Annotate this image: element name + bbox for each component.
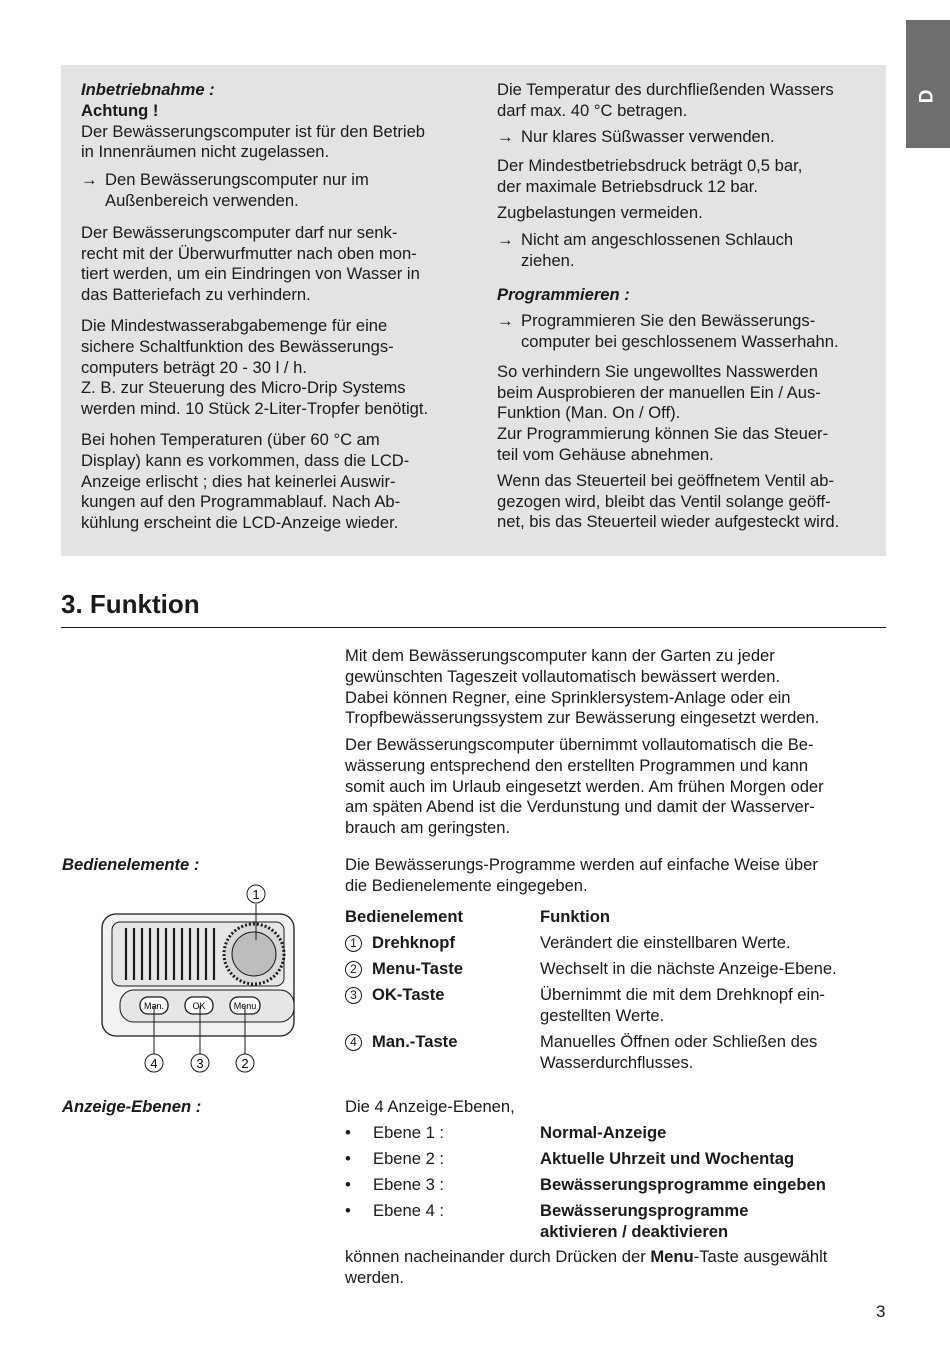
text-line: Mit dem Bewässerungscomputer kann der Garten zu jeder (345, 646, 775, 665)
row-number-badge: 4 (345, 1034, 362, 1051)
text-line: Wenn das Steuerteil bei geöffnetem Ventil ab- (497, 470, 835, 490)
closing-text-line2: werden. (345, 1267, 405, 1287)
level-description (540, 1149, 880, 1170)
notice-left-column (81, 80, 466, 534)
inbetriebnahme-heading: Inbetriebnahme : (81, 80, 215, 99)
text-line: Außenbereich verwenden. (105, 190, 299, 210)
level-description (540, 1175, 880, 1196)
text-line: brauch am geringsten. (345, 818, 511, 838)
text-line: Manuelles Öffnen oder Schließen des (540, 1032, 818, 1051)
menu-button-label: Menu (233, 1001, 257, 1011)
row-number-badge: 1 (345, 935, 362, 952)
section-title: 3. Funktion (61, 589, 200, 619)
text-line: gezogen wird, bleibt das Ventil solange geöff- (497, 491, 831, 511)
row-element-name: Man.-Taste (372, 1032, 458, 1051)
notice-right-column (497, 80, 877, 533)
text-line: recht mit der Überwurfmutter nach oben mon- (81, 243, 417, 263)
callout-4: 4 (150, 1056, 158, 1071)
text-line: Bewässerungsprogramme eingeben (540, 1175, 826, 1194)
text-line: Anzeige erlischt ; dies hat keinerlei Auswir- (81, 471, 396, 491)
text-line: Den Bewässerungscomputer nur im (105, 170, 369, 190)
text-line: Funktion (Man. On / Off). (497, 403, 681, 423)
text-line: in Innenräumen nicht zugelassen. (81, 142, 330, 162)
text-line: tiert werden, um ein Eindringen von Wasser in (81, 264, 420, 284)
level-name: Ebene 1 : (373, 1123, 445, 1142)
text-line: net, bis das Steuerteil wieder aufgesteckt wird. (497, 512, 840, 532)
level-description (540, 1123, 880, 1144)
closing-text (345, 1247, 880, 1289)
bullet: • (345, 1201, 351, 1220)
bedienelemente-label: Bedienelemente : (62, 855, 200, 874)
text-line: kungen auf den Programmablauf. Nach Ab- (81, 492, 401, 512)
right-p1 (497, 80, 877, 122)
row-element-name: Drehknopf (372, 933, 455, 952)
level-name: Ebene 2 : (373, 1149, 445, 1168)
text-line: Bei hohen Temperaturen (über 60 °C am (81, 429, 380, 449)
text-line: Nur klares Süßwasser verwenden. (521, 126, 775, 146)
anzeige-intro: Die 4 Anzeige-Ebenen, (345, 1097, 515, 1116)
text-line: Wechselt in die nächste Anzeige-Ebene. (540, 959, 837, 978)
table-row-element (345, 933, 455, 954)
ok-button-label: OK (192, 1001, 206, 1011)
text-line: darf max. 40 °C betragen. (497, 100, 688, 120)
achtung-label: Achtung ! (81, 100, 159, 120)
text-line: werden mind. 10 Stück 2-Liter-Tropfer benötigt. (81, 399, 429, 419)
right-arrow-item-2 (497, 230, 877, 272)
text-line: Aktuelle Uhrzeit und Wochentag (540, 1149, 795, 1168)
table-row-element (345, 959, 463, 980)
intro-paragraph-2 (345, 735, 880, 839)
text-line: Z. B. zur Steuerung des Micro-Drip Systems (81, 378, 406, 398)
bullet: • (345, 1175, 351, 1194)
text-line: Nicht am angeschlossenen Schlauch (521, 229, 794, 249)
text-line: am späten Abend ist die Verdunstung und damit der Wasserver- (345, 797, 815, 817)
table-header-element: Bedienelement (345, 907, 464, 926)
table-row-function (540, 985, 880, 1027)
drehknopf-center (232, 932, 276, 976)
row-element-name: Menu-Taste (372, 959, 463, 978)
table-row-function (540, 959, 880, 980)
text-line: somit auch im Urlaub eingesetzt werden. Am frühen Morgen oder (345, 776, 824, 796)
row-number-badge: 2 (345, 961, 362, 978)
text-line: Bewässerungsprogramme (540, 1201, 749, 1220)
text-line: Zugbelastungen vermeiden. (497, 202, 703, 222)
text-line: wässerung entsprechend den erstellten Programmen und kann (345, 755, 809, 775)
closing-text-post: -Taste ausgewählt (693, 1247, 828, 1266)
right-arrow-item-3 (497, 311, 877, 353)
programmieren-heading: Programmieren : (497, 285, 630, 305)
text-line: Die Mindestwasserabgabemenge für eine (81, 315, 388, 335)
man-button-label: Man. (143, 1001, 165, 1011)
table-row-element (345, 985, 445, 1006)
left-p4 (81, 430, 466, 534)
closing-text-bold: Menu (650, 1247, 694, 1266)
right-p5 (497, 471, 877, 533)
text-line: Verändert die einstellbaren Werte. (540, 933, 791, 952)
language-tab (906, 20, 950, 148)
left-p3 (81, 316, 466, 420)
text-line: Der Mindestbetriebsdruck beträgt 0,5 bar, (497, 156, 803, 176)
page-number: 3 (876, 1302, 886, 1321)
text-line: computer bei geschlossenem Wasserhahn. (521, 331, 839, 351)
text-line: Programmieren Sie den Bewässerungs- (521, 311, 816, 331)
table-row-function (540, 933, 880, 954)
right-arrow-item-1 (497, 127, 877, 148)
device-illustration (96, 880, 306, 1080)
left-p1 (81, 122, 466, 164)
text-line: Display) kann es vorkommen, dass die LCD- (81, 450, 410, 470)
bedienelemente-text (345, 855, 880, 897)
closing-text-pre: können nacheinander durch Drücken der (345, 1247, 651, 1266)
right-p3 (497, 203, 877, 224)
arrow-icon: → (81, 170, 98, 190)
intro-paragraph-1 (345, 646, 880, 729)
right-p4 (497, 362, 877, 466)
text-line: Dabei können Regner, eine Sprinklersystem-Anlage oder ein (345, 687, 791, 707)
text-line: Wasserdurchflusses. (540, 1052, 694, 1072)
text-line: beim Ausprobieren der manuellen Ein / Aus- (497, 382, 821, 402)
callout-2: 2 (241, 1056, 249, 1071)
arrow-icon: → (497, 311, 514, 331)
left-arrow-item-1 (81, 170, 466, 212)
level-name: Ebene 4 : (373, 1201, 445, 1220)
text-line: gestellten Werte. (540, 1005, 665, 1025)
text-line: Übernimmt die mit dem Drehknopf ein- (540, 985, 825, 1004)
text-line: Die Bewässerungs-Programme werden auf einfache Weise über (345, 855, 818, 874)
text-line: computers beträgt 20 - 30 l / h. (81, 357, 307, 377)
arrow-icon: → (497, 126, 514, 146)
title-rule (61, 627, 886, 628)
callout-1: 1 (252, 887, 260, 902)
text-line: gewünschten Tageszeit vollautomatisch bewässert werden. (345, 666, 781, 686)
text-line: aktivieren / deaktivieren (540, 1221, 729, 1241)
text-line: der maximale Betriebsdruck 12 bar. (497, 177, 759, 197)
arrow-icon: → (497, 229, 514, 249)
callout-3: 3 (196, 1056, 204, 1071)
text-line: das Batteriefach zu verhindern. (81, 285, 311, 305)
table-row-function (540, 1032, 880, 1074)
level-description (540, 1201, 880, 1243)
row-number-badge: 3 (345, 987, 362, 1004)
text-line: Tropfbewässerungssystem zur Bewässerung eingesetzt werden. (345, 708, 820, 728)
text-line: Der Bewässerungscomputer übernimmt vollautomatisch die Be- (345, 735, 814, 754)
text-line: Der Bewässerungscomputer ist für den Betrieb (81, 121, 426, 141)
row-element-name: OK-Taste (372, 985, 445, 1004)
text-line: sichere Schaltfunktion des Bewässerungs- (81, 336, 394, 356)
text-line: die Bedienelemente eingegeben. (345, 875, 588, 895)
anzeige-ebenen-label: Anzeige-Ebenen : (62, 1097, 202, 1116)
text-line: So verhindern Sie ungewolltes Nasswerden (497, 361, 818, 381)
text-line: kühlung erscheint die LCD-Anzeige wieder. (81, 513, 399, 533)
text-line: Die Temperatur des durchfließenden Wassers (497, 80, 834, 99)
language-tab-label: D (916, 89, 938, 104)
right-p2 (497, 156, 877, 198)
left-p2 (81, 223, 466, 306)
bullet: • (345, 1149, 351, 1168)
table-header-function: Funktion (540, 907, 611, 926)
text-line: Normal-Anzeige (540, 1123, 667, 1142)
table-row-element (345, 1032, 457, 1053)
text-line: Der Bewässerungscomputer darf nur senk- (81, 222, 398, 242)
level-name: Ebene 3 : (373, 1175, 445, 1194)
text-line: Zur Programmierung können Sie das Steuer- (497, 424, 829, 444)
text-line: ziehen. (521, 250, 575, 270)
bullet: • (345, 1123, 351, 1142)
text-line: teil vom Gehäuse abnehmen. (497, 444, 714, 464)
